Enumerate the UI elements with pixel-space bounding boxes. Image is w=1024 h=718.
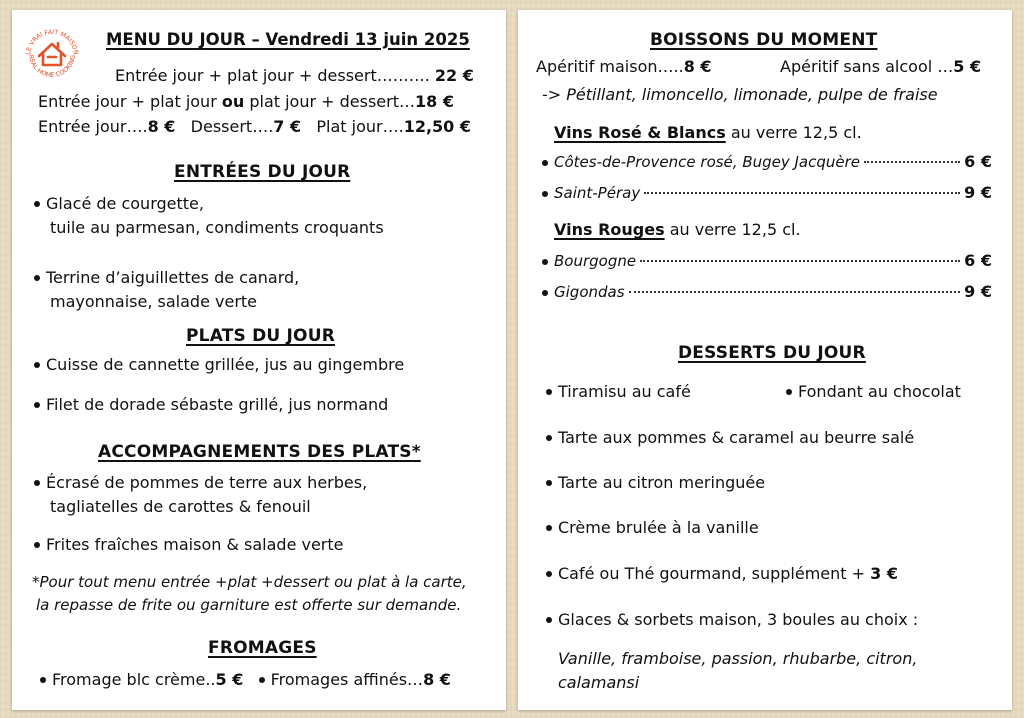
dessert-item: Fondant au chocolat [786, 382, 961, 401]
aperitif-sans-alcool: Apéritif sans alcool …5 € [780, 57, 982, 76]
bullet-icon [259, 677, 265, 683]
bullet-icon [542, 290, 548, 296]
garnish-note: *Pour tout menu entrée +plat +dessert ou plat à la carte, la repasse de frite ou garniture est offerte sur demande. [32, 573, 467, 614]
wine-rose-blanc-title: Vins Rosé & Blancs au verre 12,5 cl. [554, 123, 862, 142]
entree-item: Glacé de courgette, tuile au parmesan, condiments croquants [34, 192, 384, 240]
plat-item: Cuisse de cannette grillée, jus au gingembre [34, 355, 404, 374]
bullet-icon [546, 480, 552, 486]
wine-item: Côtes-de-Provence rosé, Bugey Jacquère 6 € [542, 152, 992, 171]
svg-text:LE VRAI FAIT MAISON [25, 29, 79, 56]
accompagnements-heading: ACCOMPAGNEMENTS DES PLATS* [98, 442, 421, 462]
entrees-heading: ENTRÉES DU JOUR [174, 162, 351, 182]
bullet-icon [786, 389, 792, 395]
entree-item: Terrine d’aiguillettes de canard, mayonnaise, salade verte [34, 266, 299, 314]
aperitif-options: -> Pétillant, limoncello, limonade, pulpe de fraise [542, 85, 938, 104]
wine-rouge-title: Vins Rouges au verre 12,5 cl. [554, 220, 801, 239]
accompagnement-item: Frites fraîches maison & salade verte [34, 535, 344, 554]
bullet-icon [34, 402, 40, 408]
dessert-item: Tiramisu au café [546, 382, 691, 401]
bullet-icon [34, 362, 40, 368]
formula-three-courses: Entrée jour + plat jour + dessert………. 22 € [115, 66, 474, 85]
logo-bottom-text: REAL HOME COOKING [26, 54, 78, 80]
bullet-icon [34, 201, 40, 207]
bullet-icon [542, 191, 548, 197]
plats-heading: PLATS DU JOUR [186, 326, 335, 346]
fromages-heading: FROMAGES [208, 638, 317, 658]
bullet-icon [546, 435, 552, 441]
logo-house-icon [22, 24, 82, 84]
bullet-icon [546, 571, 552, 577]
bullet-icon [546, 617, 552, 623]
dessert-item: Crème brulée à la vanille [546, 518, 759, 537]
wine-item: Saint-Péray 9 € [542, 183, 992, 202]
accompagnement-item: Écrasé de pommes de terre aux herbes, tagliatelles de carottes & fenouil [34, 471, 367, 519]
desserts-heading: DESSERTS DU JOUR [678, 343, 866, 363]
plat-item: Filet de dorade sébaste grillé, jus normand [34, 395, 388, 414]
page-title: MENU DU JOUR – Vendredi 13 juin 2025 [106, 30, 470, 49]
logo-top-text: LE VRAI FAIT MAISON [24, 28, 80, 56]
right-menu-page [518, 10, 1012, 710]
left-menu-page [12, 10, 506, 710]
wine-item: Gigondas 9 € [542, 282, 992, 301]
bullet-icon [34, 480, 40, 486]
aperitif-maison: Apéritif maison…..8 € [536, 57, 712, 76]
dessert-item: Tarte au citron meringuée [546, 473, 765, 492]
formula-two-courses: Entrée jour + plat jour ou plat jour + dessert…18 € [38, 92, 454, 111]
dessert-item: Café ou Thé gourmand, supplément + 3 € [546, 564, 898, 583]
bullet-icon [34, 275, 40, 281]
bullet-icon [34, 542, 40, 548]
ice-cream-flavours: Vanille, framboise, passion, rhubarbe, citron, calamansi [558, 649, 918, 692]
bullet-icon [546, 525, 552, 531]
bullet-icon [40, 677, 46, 683]
boissons-heading: BOISSONS DU MOMENT [650, 30, 878, 50]
bullet-icon [546, 389, 552, 395]
dessert-item: Glaces & sorbets maison, 3 boules au choix : [546, 610, 918, 629]
formula-single-courses: Entrée jour….8 € Dessert….7 € Plat jour….12,50 € [38, 117, 472, 136]
fromage-items: Fromage blc crème..5 € Fromages affinés…8 € [40, 670, 451, 689]
dessert-item: Tarte aux pommes & caramel au beurre salé [546, 428, 914, 447]
wine-item: Bourgogne 6 € [542, 251, 992, 270]
bullet-icon [542, 259, 548, 265]
bullet-icon [542, 160, 548, 166]
